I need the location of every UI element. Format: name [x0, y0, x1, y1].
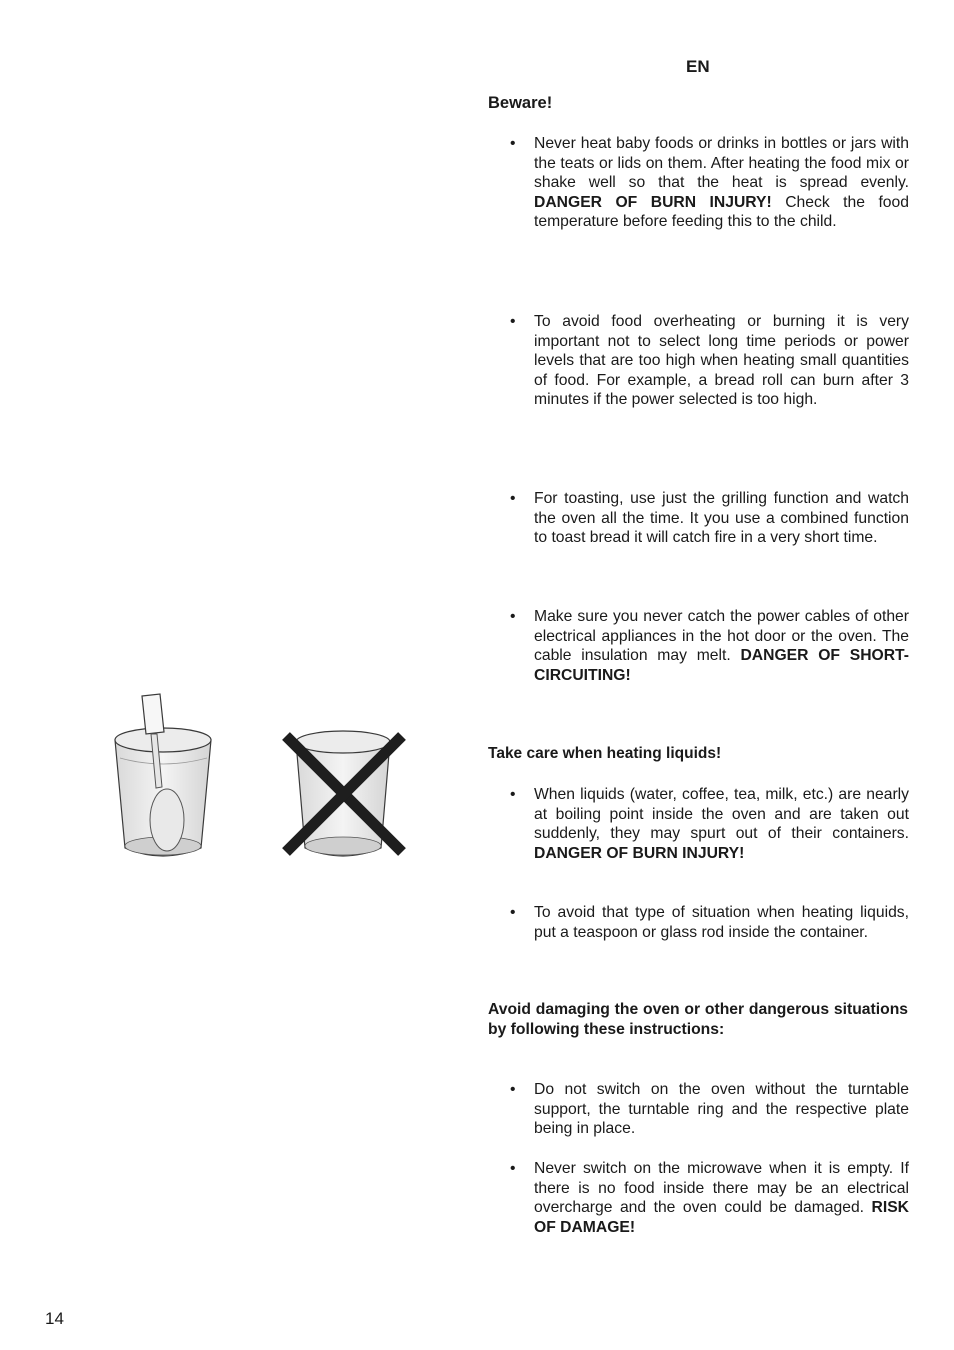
- section-intro-damage: Avoid damaging the oven or other dangerous situations by following these instructions:: [488, 1001, 908, 1038]
- page-number: 14: [45, 1309, 64, 1328]
- glass-with-teaspoon-illustration: [108, 692, 220, 867]
- item-text: When liquids (water, coffee, tea, milk, etc.) are nearly at boiling point inside the oven and are taken out suddenly, they may spurt out of their containers.: [534, 786, 909, 843]
- list-item: [510, 903, 909, 942]
- list-item: [510, 785, 909, 863]
- bullet: •: [510, 904, 516, 921]
- empty-glass-crossed-illustration: [280, 728, 408, 863]
- list-item: [510, 1080, 909, 1139]
- list-item: [510, 1159, 909, 1237]
- item-text: To avoid food overheating or burning it is very important not to select long time periods or power levels that are too high when heating small quantities of food. For example, a bread roll can burn after 3 minutes if the power selected is too high.: [534, 313, 909, 409]
- bullet: •: [510, 313, 516, 330]
- bullet: •: [510, 786, 516, 803]
- bullet: •: [510, 490, 516, 507]
- list-item: [510, 489, 909, 548]
- glass-with-teaspoon-icon: [108, 692, 220, 862]
- section-title-beware: Beware!: [488, 94, 553, 112]
- item-text: To avoid that type of situation when heating liquids, put a teaspoon or glass rod inside the container.: [534, 904, 909, 941]
- bullet: •: [510, 1160, 516, 1177]
- list-item: [510, 312, 909, 410]
- item-text: Never switch on the microwave when it is empty. If there is no food inside there may be an electrical overcharge and the oven could be damaged.: [534, 1160, 909, 1217]
- empty-glass-crossed-icon: [280, 728, 408, 858]
- list-item: [510, 134, 909, 232]
- item-warning: DANGER OF BURN INJURY!: [534, 844, 745, 862]
- language-code: EN: [686, 57, 710, 76]
- bullet: •: [510, 135, 516, 152]
- item-text: For toasting, use just the grilling function and watch the oven all the time. It you use a combined function to toast bread it will catch fire in a very short time.: [534, 490, 909, 547]
- item-warning: DANGER OF SHORT-CIRCUITING!: [534, 647, 909, 684]
- bullet: •: [510, 1081, 516, 1098]
- section-title-liquids: Take care when heating liquids!: [488, 745, 722, 762]
- list-item: [510, 607, 909, 685]
- item-text: Do not switch on the oven without the turntable support, the turntable ring and the respective plate being in place.: [534, 1081, 909, 1138]
- item-text: Make sure you never catch the power cables of other electrical appliances in the hot door or the oven. The cable insulation may melt.: [534, 608, 909, 665]
- bullet: •: [510, 608, 516, 625]
- item-text: Never heat baby foods or drinks in bottles or jars with the teats or lids on them. After heating the food mix or shake well so that the heat is spread evenly.: [534, 135, 909, 192]
- item-text: Check the food temperature before feeding this to the child.: [534, 193, 909, 231]
- item-warning: RISK OF DAMAGE!: [534, 1199, 909, 1236]
- item-warning: DANGER OF BURN INJURY!: [534, 193, 772, 211]
